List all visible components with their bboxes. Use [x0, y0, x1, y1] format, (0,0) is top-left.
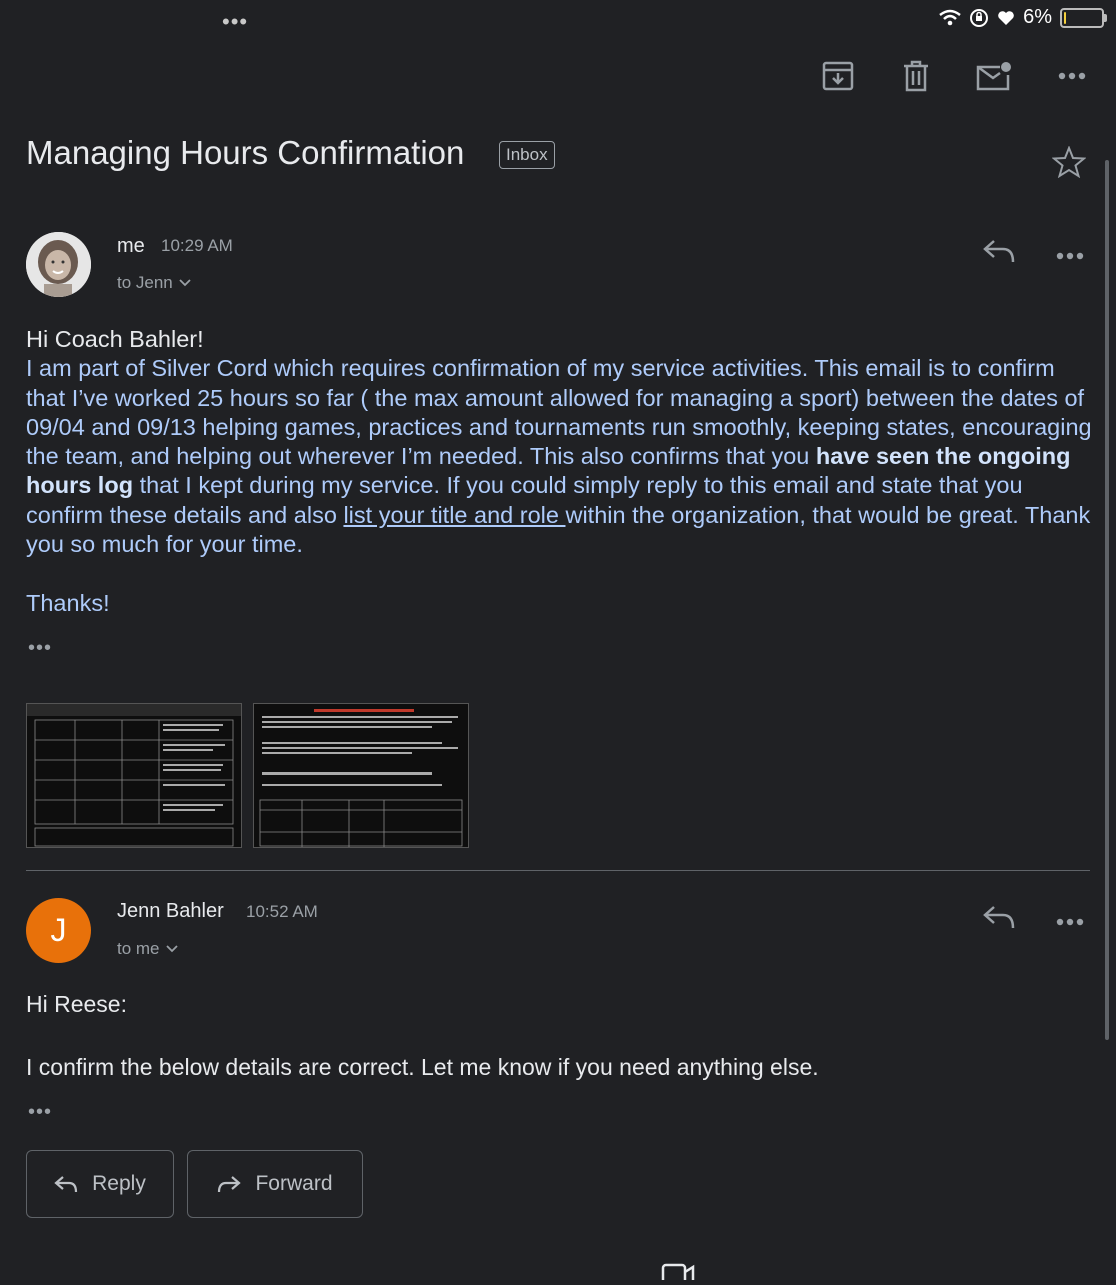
video-camera-icon[interactable] [660, 1262, 696, 1285]
forward-label: Forward [255, 1172, 333, 1195]
avatar[interactable] [26, 898, 91, 963]
star-button[interactable] [1052, 146, 1086, 183]
recipient-label: to Jenn [117, 273, 173, 292]
avatar-letter: J [50, 912, 67, 948]
message-toolbar [818, 56, 1092, 96]
message-more-button[interactable] [1056, 247, 1084, 265]
reply-label: Reply [92, 1172, 146, 1195]
attachment-thumbnail[interactable] [253, 703, 469, 848]
show-trimmed-content-button[interactable]: ••• [28, 1101, 53, 1123]
delete-button[interactable] [896, 56, 936, 96]
trash-icon [902, 60, 930, 92]
recipient-label: to me [117, 939, 160, 958]
more-icon [1056, 252, 1084, 260]
wifi-icon [939, 9, 961, 27]
reply-icon [983, 238, 1015, 264]
message-body [26, 325, 1096, 559]
archive-icon [822, 61, 854, 91]
more-options-button[interactable] [1052, 56, 1092, 96]
email-subject: Managing Hours Confirmation [26, 134, 465, 171]
spreadsheet-preview [27, 704, 241, 847]
message-time: 10:52 AM [246, 902, 318, 921]
forward-icon [217, 1174, 241, 1194]
orientation-lock-icon [969, 8, 989, 28]
mail-unread-icon [976, 61, 1012, 91]
recipient-details[interactable] [117, 939, 178, 959]
avatar[interactable] [26, 232, 91, 297]
profile-photo [26, 232, 91, 297]
document-preview [254, 704, 468, 847]
greeting: Hi Coach Bahler! [26, 326, 204, 352]
show-trimmed-content-button[interactable]: ••• [28, 637, 53, 659]
reply-action-button[interactable] [26, 1150, 174, 1218]
multitasking-dots[interactable]: ••• [222, 9, 249, 34]
reply-icon [54, 1174, 78, 1194]
camera-icon [660, 1262, 696, 1280]
message-body: I confirm the below details are correct. Let me know if you need anything else. [26, 1054, 819, 1080]
more-icon [1058, 72, 1086, 80]
reply-button[interactable] [983, 238, 1015, 269]
recipient-details[interactable] [117, 273, 191, 293]
inbox-label-badge[interactable]: Inbox [499, 141, 555, 169]
sender-name[interactable]: me [117, 235, 145, 257]
sender-name[interactable]: Jenn Bahler [117, 900, 224, 922]
battery-icon [1060, 8, 1104, 28]
greeting: Hi Reese: [26, 991, 127, 1017]
underlined-text: list your title and role [343, 501, 566, 528]
battery-percent: 6% [1023, 6, 1052, 28]
body-text: that I kept during my service. If you could simply reply to this email and state that you confirm these details and also [26, 472, 1023, 528]
chevron-down-icon [179, 279, 191, 287]
bold-text: have seen the ongoing hours log [26, 443, 1071, 499]
more-icon [1056, 918, 1084, 926]
body-paragraph [26, 354, 1096, 559]
body-text: within the organization, that would be great. Thank you so much for your time. [26, 501, 1091, 558]
mark-unread-button[interactable] [974, 56, 1014, 96]
attachment-thumbnail[interactable] [26, 703, 242, 848]
reply-button[interactable] [983, 904, 1015, 935]
body-text: I am part of Silver Cord which requires confirmation of my service activities. This email is to confirm that I’ve worked 25 hours so far ( the max amount allowed for managing a sport) between the dates of 09/04 and 09/13 helping games, practices and tournaments run smoothly, keeping states, encouraging the team, and helping out wherever I’m needed. This also confirms that you [26, 355, 1092, 470]
archive-button[interactable] [818, 56, 858, 96]
heart-icon [997, 10, 1015, 26]
signoff: Thanks! [26, 590, 110, 616]
message-more-button[interactable] [1056, 913, 1084, 931]
message-time: 10:29 AM [161, 236, 233, 255]
star-icon [1052, 146, 1086, 178]
message-divider [26, 870, 1090, 871]
status-bar [939, 6, 1104, 29]
scrollbar[interactable] [1105, 160, 1109, 1040]
forward-button[interactable] [187, 1150, 363, 1218]
reply-icon [983, 904, 1015, 930]
chevron-down-icon [166, 945, 178, 953]
